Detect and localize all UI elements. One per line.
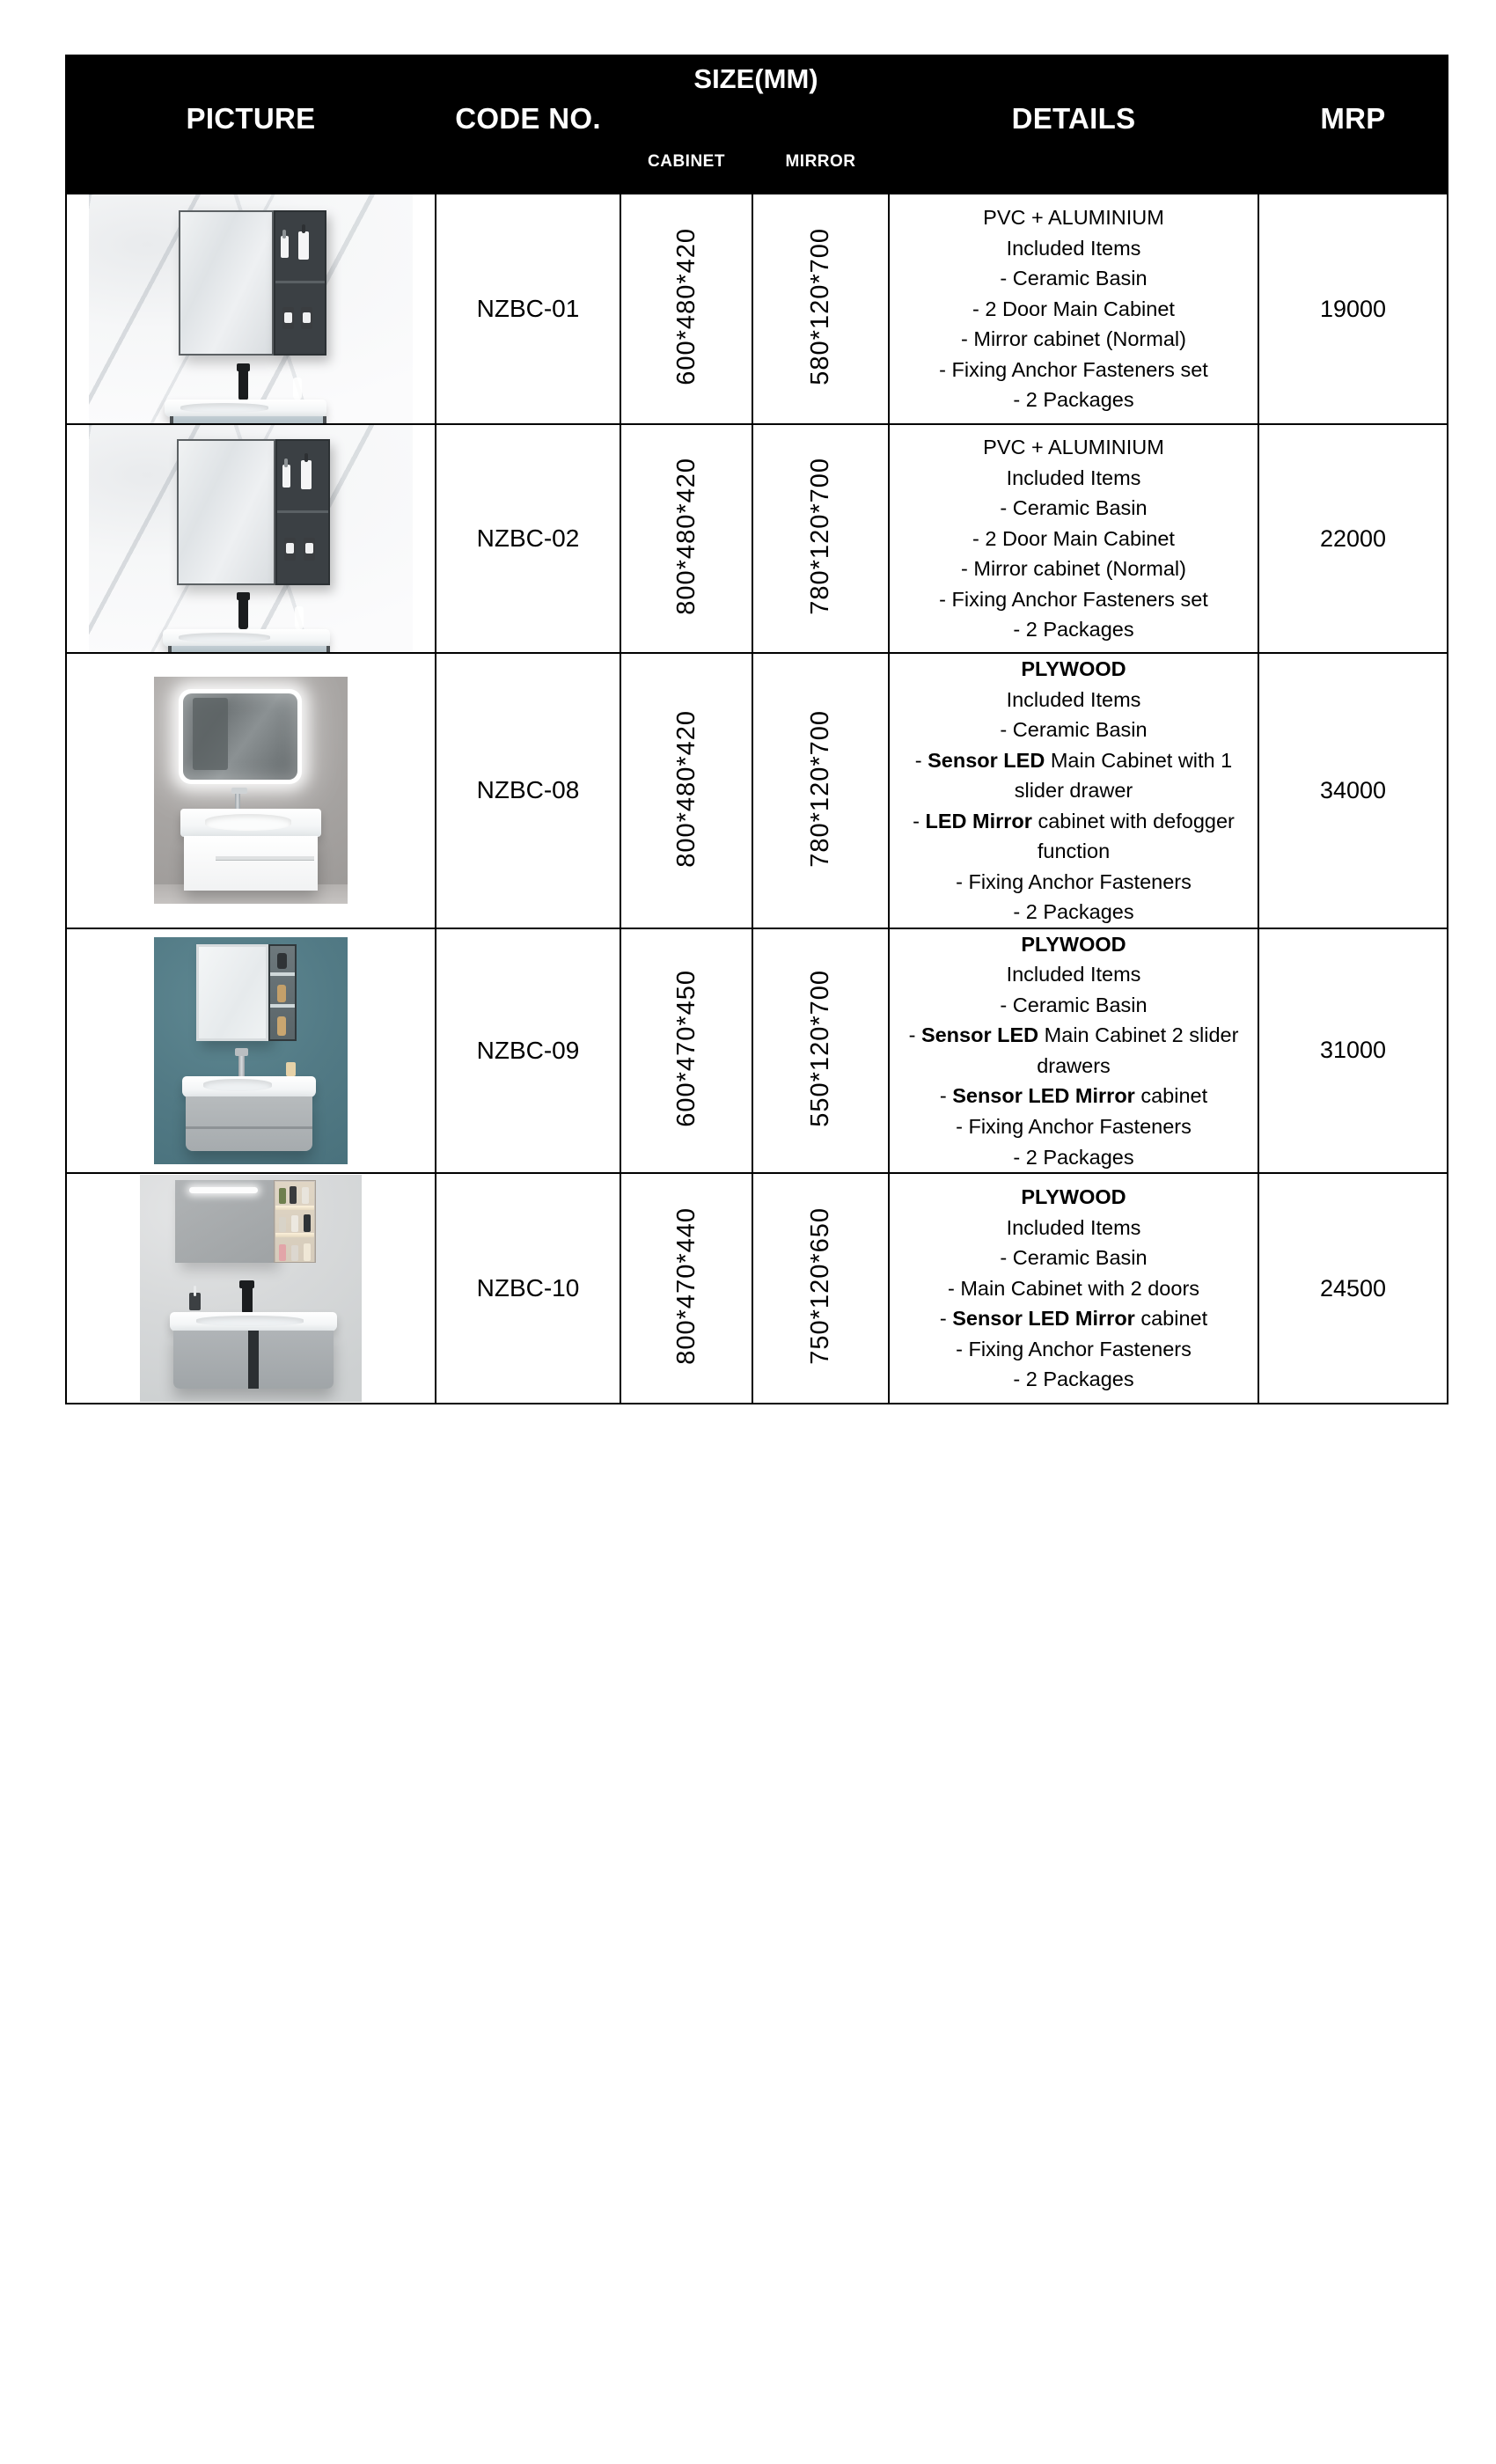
- mirror-size-value: 780*120*700: [806, 458, 834, 615]
- code-no-cell: NZBC-02: [436, 424, 620, 653]
- cabinet-size-cell: [620, 194, 752, 424]
- bathroom-vanity-nzbc-10-image: [140, 1175, 362, 1402]
- product-catalog-table: [65, 55, 1448, 1404]
- details-cell: PLYWOOD Included Items - Ceramic Basin - Sensor LED Main Cabinet with 1 slider drawer - LED Mirror cabinet with defogger function - Fixing Anchor Fasteners - 2 Packages: [889, 653, 1258, 928]
- mrp-cell: 19000: [1258, 194, 1448, 424]
- mirror-size-cell: [752, 424, 889, 653]
- cabinet-size-value: 800*480*420: [671, 709, 700, 868]
- header-code-no-label: CODE NO.: [455, 102, 601, 135]
- mrp-cell: 34000: [1258, 653, 1448, 928]
- cabinet-size-value: 600*480*420: [671, 228, 700, 385]
- mirror-size-cell: [752, 194, 889, 424]
- code-no-cell: NZBC-08: [436, 653, 620, 928]
- mirror-size-value: 750*120*650: [806, 1207, 834, 1365]
- header-size-cabinet: [620, 55, 818, 194]
- table-row: [66, 928, 1448, 1173]
- code-no-cell: NZBC-01: [436, 194, 620, 424]
- cabinet-size-cell: [620, 653, 752, 928]
- table-row: [66, 653, 1448, 928]
- header-details: [889, 55, 1258, 194]
- bathroom-vanity-nzbc-09-image: [154, 937, 348, 1164]
- product-image-cell: [66, 653, 436, 928]
- table-row: [66, 1173, 1448, 1404]
- header-size-mirror: [752, 55, 889, 194]
- mirror-size-value: 580*120*700: [806, 228, 834, 385]
- mrp-cell: 22000: [1258, 424, 1448, 653]
- mirror-size-cell: [752, 1173, 889, 1404]
- bathroom-vanity-nzbc-02-image: [89, 425, 413, 652]
- code-no-cell: NZBC-09: [436, 928, 620, 1173]
- details-cell: PLYWOOD Included Items - Ceramic Basin - Sensor LED Main Cabinet 2 slider drawers - Sensor LED Mirror cabinet - Fixing Anchor Fasteners - 2 Packages: [889, 928, 1258, 1173]
- header-size-mirror-label: MIRROR: [785, 152, 856, 171]
- product-image-cell: [66, 424, 436, 653]
- cabinet-size-cell: [620, 424, 752, 653]
- cabinet-size-value: 600*470*450: [671, 970, 700, 1127]
- bathroom-vanity-nzbc-01-image: [89, 194, 413, 423]
- header-mrp: [1258, 55, 1448, 194]
- table-body: [66, 194, 1448, 1404]
- product-image-cell: [66, 194, 436, 424]
- header-code-no: [436, 55, 620, 194]
- cabinet-size-value: 800*480*420: [671, 458, 700, 615]
- product-image-cell: [66, 1173, 436, 1404]
- mirror-size-value: 780*120*700: [806, 709, 834, 868]
- header-picture: [66, 55, 436, 194]
- mrp-cell: 31000: [1258, 928, 1448, 1173]
- mirror-size-value: 550*120*700: [806, 970, 834, 1127]
- mirror-size-cell: [752, 653, 889, 928]
- header-details-label: DETAILS: [1011, 102, 1136, 135]
- details-cell: PVC + ALUMINIUM Included Items - Ceramic Basin - 2 Door Main Cabinet - Mirror cabinet (Normal) - Fixing Anchor Fasteners set - 2 Packages: [889, 424, 1258, 653]
- details-cell: PLYWOOD Included Items - Ceramic Basin - Main Cabinet with 2 doors - Sensor LED Mirror cabinet - Fixing Anchor Fasteners - 2 Packages: [889, 1173, 1258, 1404]
- table-header: [66, 55, 1448, 194]
- mirror-size-cell: [752, 928, 889, 1173]
- cabinet-size-cell: [620, 1173, 752, 1404]
- code-no-cell: NZBC-10: [436, 1173, 620, 1404]
- cabinet-size-cell: [620, 928, 752, 1173]
- details-cell: PVC + ALUMINIUM Included Items - Ceramic Basin - 2 Door Main Cabinet - Mirror cabinet (Normal) - Fixing Anchor Fasteners set - 2 Packages: [889, 194, 1258, 424]
- header-mrp-label: MRP: [1320, 102, 1386, 135]
- header-size-cabinet-label: CABINET: [648, 152, 725, 171]
- header-picture-label: PICTURE: [186, 102, 316, 135]
- product-image-cell: [66, 928, 436, 1173]
- table-row: [66, 424, 1448, 653]
- table-row: [66, 194, 1448, 424]
- bathroom-vanity-nzbc-08-image: [154, 677, 348, 904]
- mrp-cell: 24500: [1258, 1173, 1448, 1404]
- cabinet-size-value: 800*470*440: [671, 1207, 700, 1365]
- header-size-group-label: SIZE(MM): [693, 63, 818, 94]
